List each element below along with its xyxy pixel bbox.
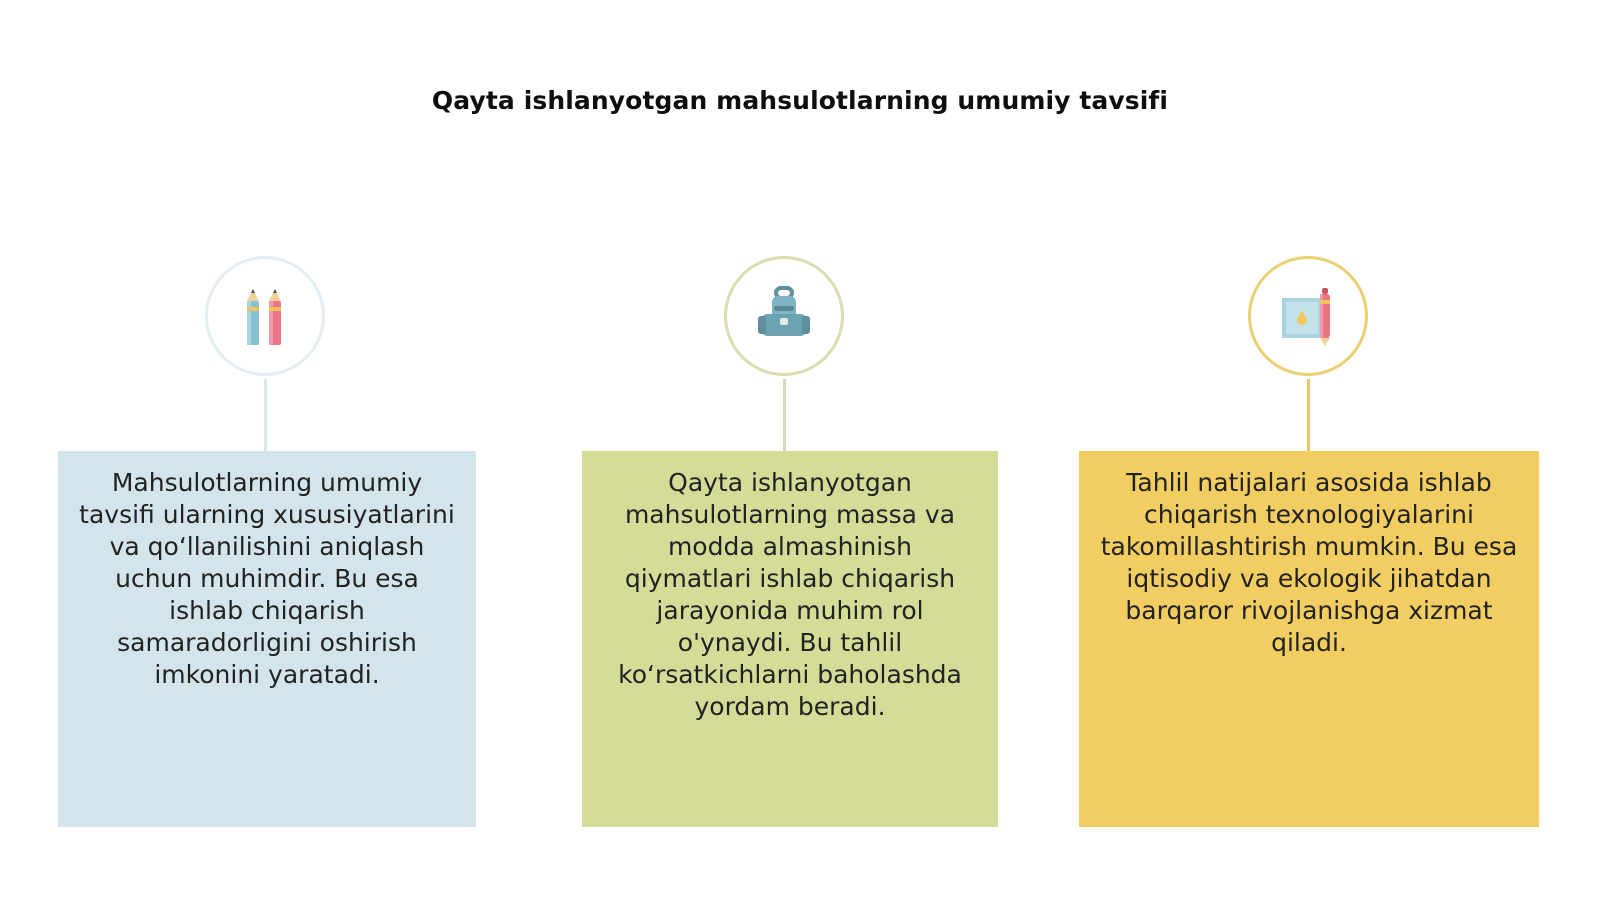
slide-title: Qayta ishlanyotgan mahsulotlarning umumiy tavsifi [431,86,1169,115]
connector-line-3 [1307,379,1310,451]
connector-line-2 [783,379,786,451]
connector-line-1 [264,379,267,451]
pencils-icon [235,281,295,351]
info-card-3: Tahlil natijalari asosida ishlab chiqarish texnologiyalarini takomillashtirish mumkin. Bu esa iqtisodiy va ekologik jihatdan barqaror rivojlanishga xizmat qiladi. [1079,451,1539,827]
info-card-2: Qayta ishlanyotgan mahsulotlarning massa va modda almashinish qiymatlari ishlab chiqarish jarayonida muhim rol o'ynaydi. Bu tahlil ko‘rsatkichlarni baholashda yordam beradi. [582,451,998,827]
icon-circle-1 [205,256,325,376]
drawing-pencil-icon [1276,284,1340,348]
icon-circle-3 [1248,256,1368,376]
info-card-1: Mahsulotlarning umumiy tavsifi ularning xususiyatlarini va qo‘llanilishini aniqlash uchun muhimdir. Bu esa ishlab chiqarish samaradorligini oshirish imkonini yaratadi. [58,451,476,827]
icon-circle-2 [724,256,844,376]
backpack-icon [752,284,816,348]
